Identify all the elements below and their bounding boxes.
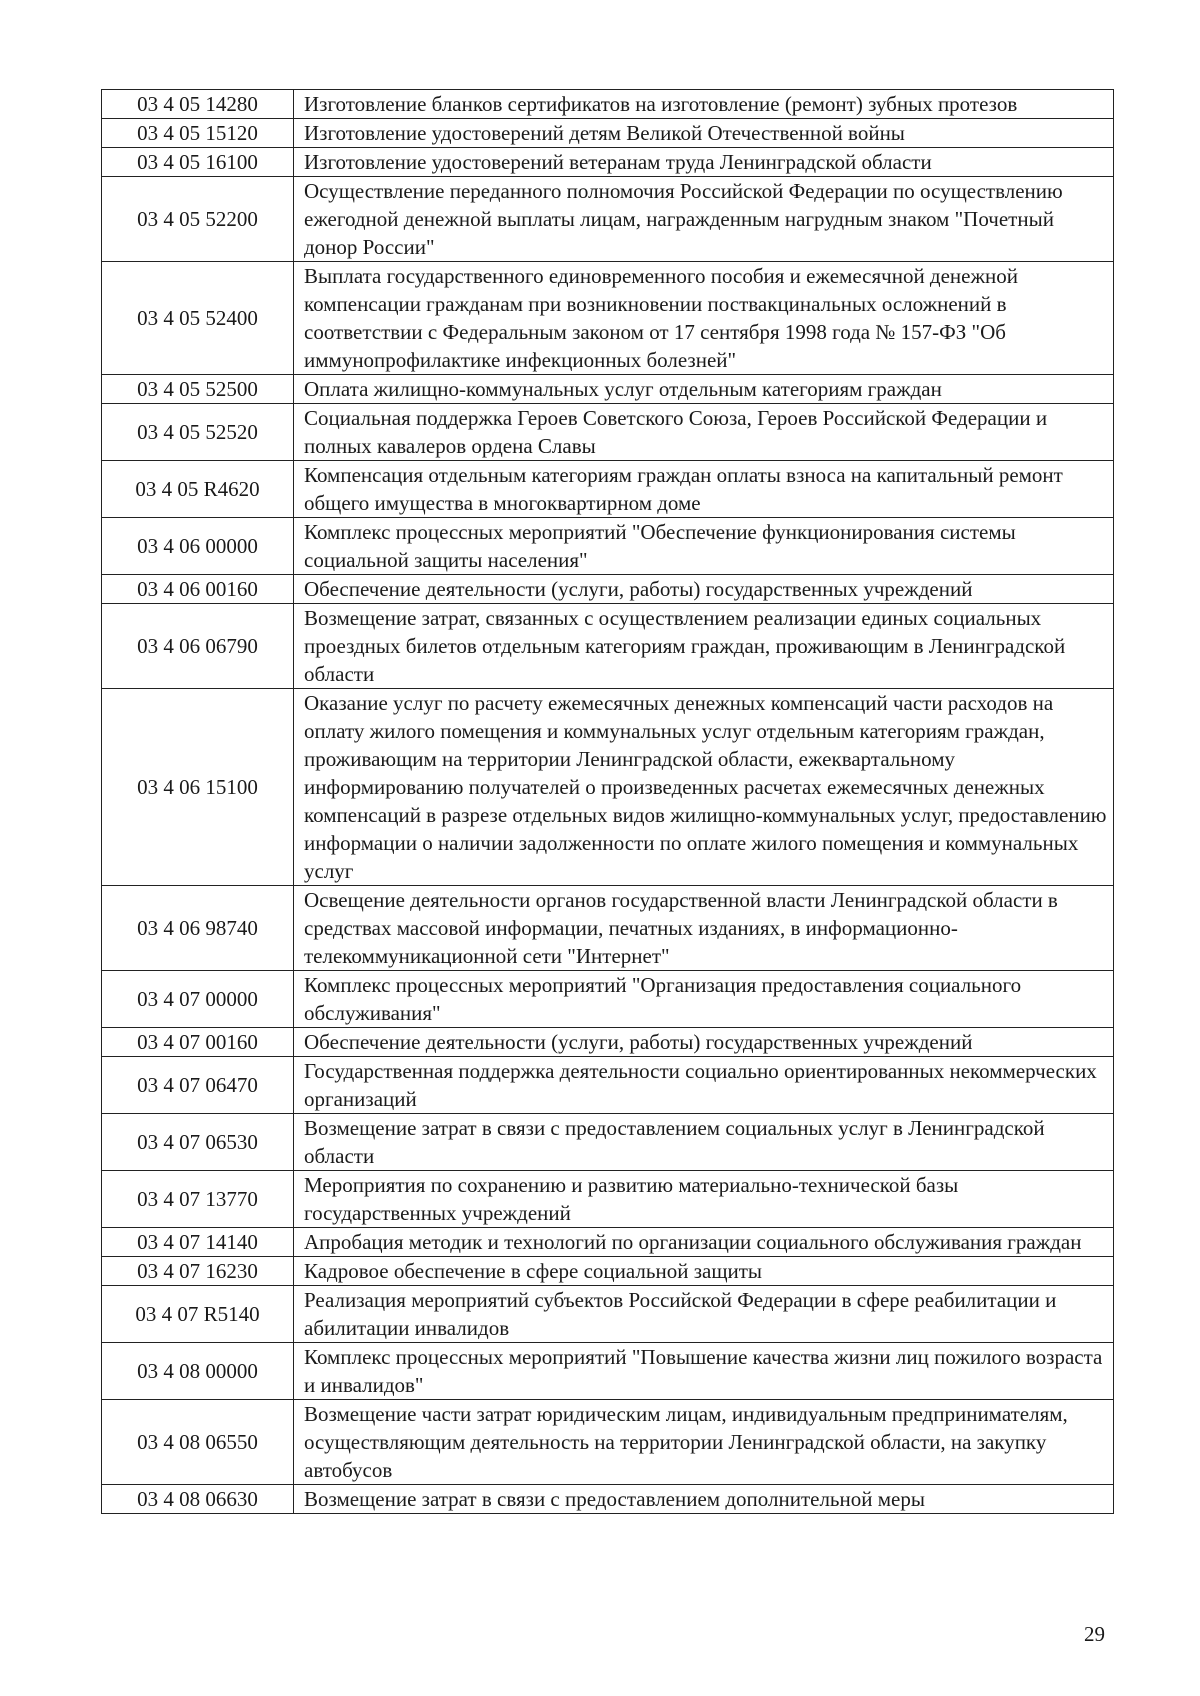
description-cell: Государственная поддержка деятельности социально ориентированных некоммерческих организаций <box>294 1057 1114 1114</box>
classification-code-cell: 03 4 08 00000 <box>102 1343 294 1400</box>
classification-code-cell: 03 4 07 00160 <box>102 1028 294 1057</box>
table-row <box>102 1057 1114 1114</box>
table-row <box>102 1400 1114 1485</box>
description-cell: Изготовление бланков сертификатов на изготовление (ремонт) зубных протезов <box>294 90 1114 119</box>
description-cell: Обеспечение деятельности (услуги, работы) государственных учреждений <box>294 1028 1114 1057</box>
table-row <box>102 1228 1114 1257</box>
classification-code-cell: 03 4 06 98740 <box>102 886 294 971</box>
classification-code-cell: 03 4 05 14280 <box>102 90 294 119</box>
classification-code-cell: 03 4 05 R4620 <box>102 461 294 518</box>
description-cell: Осуществление переданного полномочия Российской Федерации по осуществлению ежегодной денежной выплаты лицам, награжденным нагрудным знаком "Почетный донор России" <box>294 177 1114 262</box>
table-row <box>102 461 1114 518</box>
classification-code-cell: 03 4 05 16100 <box>102 148 294 177</box>
table-row <box>102 689 1114 886</box>
classification-code-cell: 03 4 06 15100 <box>102 689 294 886</box>
classification-code-cell: 03 4 06 00160 <box>102 575 294 604</box>
table-row <box>102 971 1114 1028</box>
classification-code-cell: 03 4 05 52500 <box>102 375 294 404</box>
classification-code-cell: 03 4 07 06530 <box>102 1114 294 1171</box>
table-row <box>102 1257 1114 1286</box>
table-row <box>102 1114 1114 1171</box>
description-cell: Возмещение затрат, связанных с осуществлением реализации единых социальных проездных билетов отдельным категориям граждан, проживающим в Ленинградской области <box>294 604 1114 689</box>
classification-code-cell: 03 4 07 14140 <box>102 1228 294 1257</box>
classification-code-cell: 03 4 07 06470 <box>102 1057 294 1114</box>
description-cell: Апробация методик и технологий по организации социального обслуживания граждан <box>294 1228 1114 1257</box>
table-row <box>102 886 1114 971</box>
description-cell: Комплекс процессных мероприятий "Повышение качества жизни лиц пожилого возраста и инвалидов" <box>294 1343 1114 1400</box>
table-row <box>102 148 1114 177</box>
table-row <box>102 1028 1114 1057</box>
classification-code-cell: 03 4 05 52200 <box>102 177 294 262</box>
description-cell: Реализация мероприятий субъектов Российской Федерации в сфере реабилитации и абилитации инвалидов <box>294 1286 1114 1343</box>
classification-code-cell: 03 4 07 R5140 <box>102 1286 294 1343</box>
description-cell: Кадровое обеспечение в сфере социальной защиты <box>294 1257 1114 1286</box>
table-row <box>102 1286 1114 1343</box>
classification-code-cell: 03 4 05 15120 <box>102 119 294 148</box>
description-cell: Возмещение части затрат юридическим лицам, индивидуальным предпринимателям, осуществляющим деятельность на территории Ленинградской области, на закупку автобусов <box>294 1400 1114 1485</box>
description-cell: Освещение деятельности органов государственной власти Ленинградской области в средствах массовой информации, печатных изданиях, в информационно-телекоммуникационной сети "Интернет" <box>294 886 1114 971</box>
classification-code-cell: 03 4 06 06790 <box>102 604 294 689</box>
budget-classification-table <box>101 89 1114 1514</box>
description-cell: Комплекс процессных мероприятий "Обеспечение функционирования системы социальной защиты населения" <box>294 518 1114 575</box>
description-cell: Комплекс процессных мероприятий "Организация предоставления социального обслуживания" <box>294 971 1114 1028</box>
table-row <box>102 575 1114 604</box>
table-row <box>102 518 1114 575</box>
description-cell: Изготовление удостоверений ветеранам труда Ленинградской области <box>294 148 1114 177</box>
classification-code-cell: 03 4 08 06630 <box>102 1485 294 1514</box>
classification-code-cell: 03 4 07 16230 <box>102 1257 294 1286</box>
table-row <box>102 604 1114 689</box>
classification-code-cell: 03 4 08 06550 <box>102 1400 294 1485</box>
description-cell: Оказание услуг по расчету ежемесячных денежных компенсаций части расходов на оплату жилого помещения и коммунальных услуг отдельным категориям граждан, проживающим на территории Ленинградской области, ежеквартальному информированию получателей о произведенных расчетах ежемесячных денежных компенсаций в разрезе отдельных видов жилищно-коммунальных услуг, предоставлению информации о наличии задолженности по оплате жилого помещения и коммунальных услуг <box>294 689 1114 886</box>
table-row <box>102 375 1114 404</box>
table-row <box>102 262 1114 375</box>
classification-code-cell: 03 4 07 00000 <box>102 971 294 1028</box>
table-row <box>102 404 1114 461</box>
classification-code-cell: 03 4 05 52400 <box>102 262 294 375</box>
table-row <box>102 90 1114 119</box>
description-cell: Оплата жилищно-коммунальных услуг отдельным категориям граждан <box>294 375 1114 404</box>
classification-code-cell: 03 4 06 00000 <box>102 518 294 575</box>
description-cell: Компенсация отдельным категориям граждан оплаты взноса на капитальный ремонт общего имущества в многоквартирном доме <box>294 461 1114 518</box>
description-cell: Обеспечение деятельности (услуги, работы) государственных учреждений <box>294 575 1114 604</box>
description-cell: Изготовление удостоверений детям Великой Отечественной войны <box>294 119 1114 148</box>
description-cell: Выплата государственного единовременного пособия и ежемесячной денежной компенсации гражданам при возникновении поствакцинальных осложнений в соответствии с Федеральным законом от 17 сентября 1998 года № 157-ФЗ "Об иммунопрофилактике инфекционных болезней" <box>294 262 1114 375</box>
page-number: 29 <box>1084 1622 1105 1646</box>
description-cell: Мероприятия по сохранению и развитию материально-технической базы государственных учреждений <box>294 1171 1114 1228</box>
table-row <box>102 119 1114 148</box>
classification-code-cell: 03 4 07 13770 <box>102 1171 294 1228</box>
description-cell: Социальная поддержка Героев Советского Союза, Героев Российской Федерации и полных кавалеров ордена Славы <box>294 404 1114 461</box>
table-row <box>102 1343 1114 1400</box>
classification-code-cell: 03 4 05 52520 <box>102 404 294 461</box>
table-row <box>102 1485 1114 1514</box>
table-row <box>102 1171 1114 1228</box>
description-cell: Возмещение затрат в связи с предоставлением дополнительной меры <box>294 1485 1114 1514</box>
description-cell: Возмещение затрат в связи с предоставлением социальных услуг в Ленинградской области <box>294 1114 1114 1171</box>
table-row <box>102 177 1114 262</box>
